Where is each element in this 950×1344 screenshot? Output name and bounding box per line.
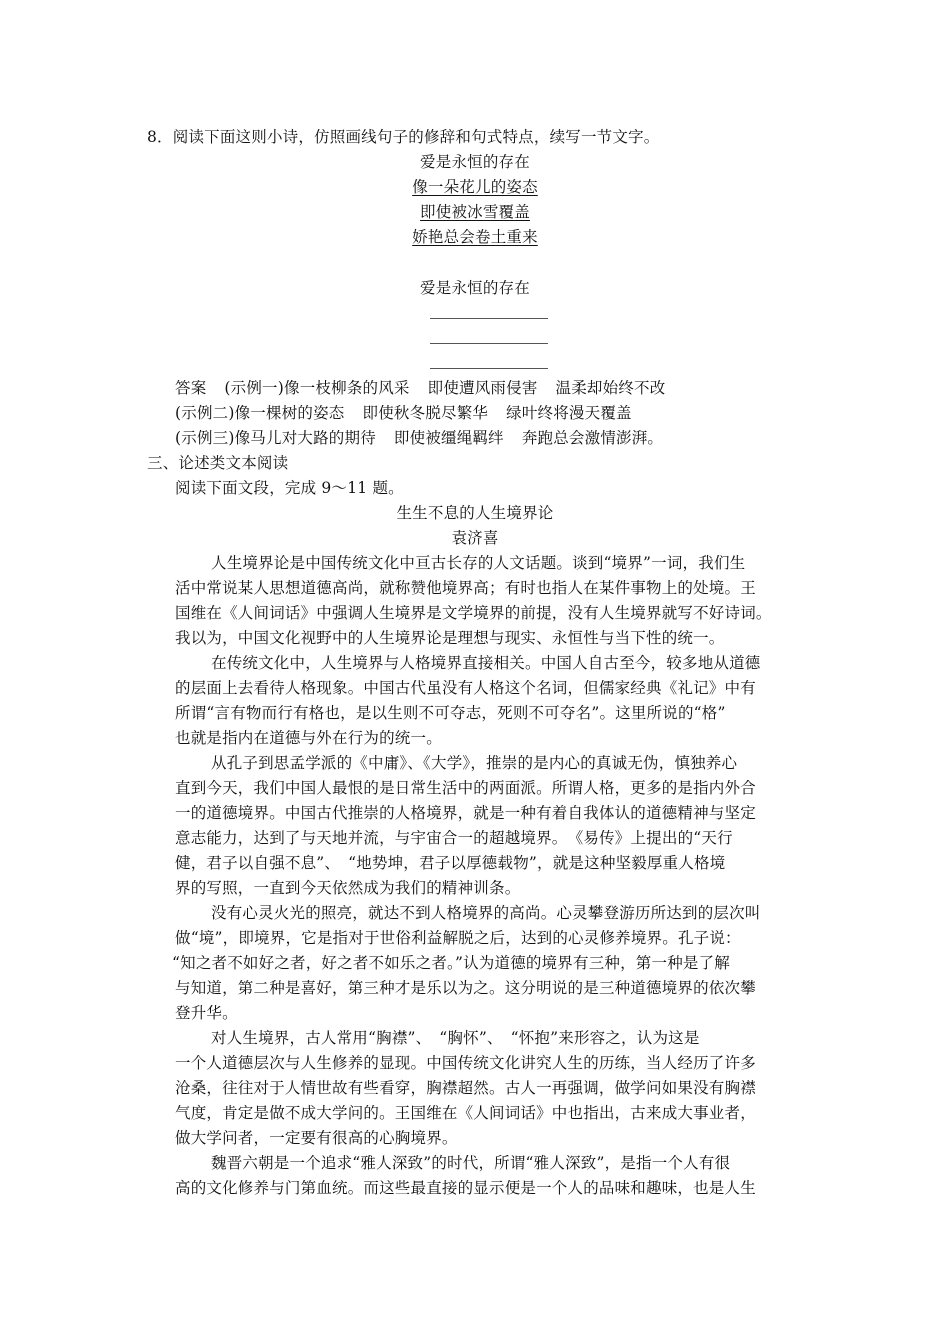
- answer-label: 答案: [175, 379, 207, 397]
- article-line: 直到今天，我们中国人最恨的是日常生活中的两面派。所谓人格，更多的是指内外合: [175, 779, 756, 797]
- poem-line-4-underlined: [175, 227, 775, 247]
- poem-line-2-text: 像一朵花儿的姿态: [412, 178, 538, 196]
- poem-line-1: 爱是永恒的存在: [420, 153, 530, 171]
- article-line: 沧桑，往往对于人情世故有些看穿，胸襟超然。古人一再强调，做学问如果没有胸襟: [175, 1079, 756, 1097]
- article-line: 界的写照，一直到今天依然成为我们的精神训条。: [175, 879, 521, 897]
- article-line: 一的道德境界。中国古代推崇的人格境界，就是一种有着自我体认的道德精神与坚定: [175, 804, 756, 822]
- example-1-label: (示例一): [224, 379, 285, 397]
- example-2-part-c: 绿叶终将漫天覆盖: [506, 404, 632, 422]
- article-title: 生生不息的人生境界论: [396, 504, 554, 522]
- section-3-heading: 三、论述类文本阅读: [147, 454, 289, 472]
- article-line: 做大学问者，一定要有很高的心胸境界。: [175, 1129, 458, 1147]
- article-line: 对人生境界，古人常用“胸襟”、 “胸怀”、 “怀抱”来形容之，认为这是: [211, 1029, 700, 1047]
- article-line: 人生境界论是中国传统文化中亘古长存的人文话题。谈到“境界”一词，我们生: [211, 554, 746, 572]
- example-3-part-b: 即使被缰绳羁绊: [393, 429, 504, 447]
- example-2-part-b: 即使秋冬脱尽繁华: [362, 404, 489, 422]
- article-line: 魏晋六朝是一个追求“雅人深致”的时代，所谓“雅人深致”，是指一个人有很: [211, 1154, 731, 1172]
- article-line: 做“境”，即境界，它是指对于世俗利益解脱之后，达到的心灵修养境界。孔子说：: [175, 929, 741, 947]
- answer-example-1: [175, 378, 665, 398]
- article-line: 健，君子以自强不息”、 “地势坤，君子以厚德载物”，就是这种坚毅厚重人格境: [175, 854, 726, 872]
- section-3-instruction: 阅读下面文段，完成 9～11 题。: [175, 479, 404, 497]
- example-1-part-b: 即使遭风雨侵害: [427, 379, 538, 397]
- answer-example-2: [175, 403, 632, 423]
- question-8-prompt: 8．阅读下面这则小诗，仿照画线句子的修辞和句式特点，续写一节文字。: [147, 128, 660, 146]
- example-2-label: (示例二): [175, 404, 235, 422]
- article-line: 从孔子到思孟学派的《中庸》、《大学》，推崇的是内心的真诚无伪，慎独养心: [211, 754, 738, 772]
- article-author: 袁济喜: [451, 529, 499, 547]
- example-1-part-c: 温柔却始终不改: [555, 379, 666, 397]
- answer-blank-line-1: [430, 318, 548, 319]
- example-3-part-a: 像马儿对大路的期待: [234, 429, 376, 447]
- article-line: 也就是指内在道德与外在行为的统一。: [175, 729, 442, 747]
- answer-example-3: [175, 428, 663, 448]
- article-line: 的层面上去看待人格现象。中国古代虽没有人格这个名词，但儒家经典《礼记》中有: [175, 679, 756, 697]
- poem-line-2-underlined: [175, 177, 775, 197]
- poem-line-4-text: 娇艳总会卷土重来: [412, 228, 538, 246]
- article-line: 气度，肯定是做不成大学问的。王国维在《人间词话》中也指出，古来成大事业者，: [175, 1104, 756, 1122]
- article-line: 与知道，第二种是喜好，第三种才是乐以为之。这分明说的是三种道德境界的依次攀: [175, 979, 756, 997]
- article-line: 我以为，中国文化视野中的人生境界论是理想与现实、永恒性与当下性的统一。: [175, 629, 725, 647]
- poem-line-3-text: 即使被冰雪覆盖: [420, 203, 530, 221]
- article-line: “知之者不如好之者，好之者不如乐之者。”认为道德的境界有三种，第一种是了解: [172, 954, 731, 972]
- answer-blank-line-3: [430, 368, 548, 369]
- article-line: 登升华。: [175, 1004, 238, 1022]
- article-line: 意志能力，达到了与天地并流，与宇宙合一的超越境界。 《易传》上提出的“天行: [175, 829, 733, 847]
- article-line: 国维在《人间词话》中强调人生境界是文学境界的前提，没有人生境界就写不好诗词。: [175, 604, 772, 622]
- example-2-part-a: 像一棵树的姿态: [234, 404, 345, 422]
- poem-line-5: 爱是永恒的存在: [420, 279, 530, 297]
- example-3-part-c: 奔跑总会激情澎湃。: [521, 429, 664, 447]
- example-1-part-a: 像一枝柳条的风采: [284, 379, 410, 397]
- article-line: 一个人道德层次与人生修养的显现。中国传统文化讲究人生的历练，当人经历了许多: [175, 1054, 756, 1072]
- article-line: 所谓“言有物而行有格也，是以生则不可夺志，死则不可夺名”。这里所说的“格”: [175, 704, 726, 722]
- article-line: 活中常说某人思想道德高尚，就称赞他境界高；有时也指人在某件事物上的处境。王: [175, 579, 756, 597]
- article-line: 高的文化修养与门第血统。而这些最直接的显示便是一个人的品味和趣味，也是人生: [175, 1179, 756, 1197]
- answer-blank-line-2: [430, 343, 548, 344]
- example-3-label: (示例三): [175, 429, 235, 447]
- article-line: 在传统文化中，人生境界与人格境界直接相关。中国人自古至今，较多地从道德: [211, 654, 761, 672]
- article-line: 没有心灵火光的照亮，就达不到人格境界的高尚。心灵攀登游历所达到的层次叫: [211, 904, 761, 922]
- poem-line-3-underlined: [175, 202, 775, 222]
